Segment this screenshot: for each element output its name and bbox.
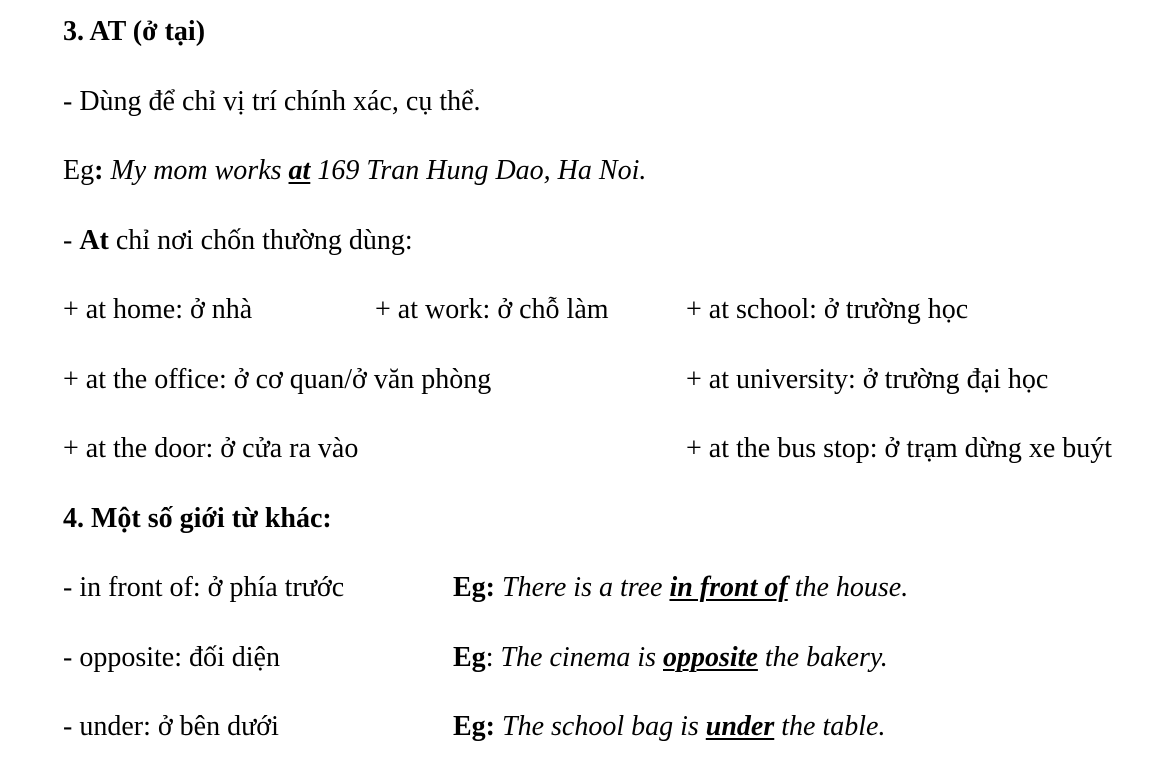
section-4-heading: 4. Một số giới từ khác: [63, 503, 332, 534]
example-label: Eg [453, 642, 486, 673]
section-3-description: - Dùng để chỉ vị trí chính xác, cụ thể. [63, 86, 481, 117]
example-text-after: the house. [794, 572, 909, 603]
example-text-after: the table. [781, 711, 886, 742]
example-keyword: opposite [663, 642, 758, 673]
places-intro-dash: - [63, 225, 73, 256]
place-item: + at school: ở trường học [686, 294, 969, 325]
places-intro-keyword: At [79, 225, 109, 256]
section-3-example [63, 154, 646, 188]
place-item: + at the office: ở cơ quan/ở văn phòng [63, 364, 492, 395]
example-colon: : [94, 155, 104, 186]
example-text-after: the bakery. [764, 642, 888, 673]
preposition-term: - under: ở bên dưới [63, 711, 279, 742]
preposition-row [63, 641, 1163, 675]
example-label: Eg: [453, 572, 495, 603]
places-row [63, 432, 1163, 466]
preposition-term: - opposite: đối diện [63, 642, 280, 673]
preposition-example [453, 571, 908, 605]
preposition-example [453, 710, 885, 744]
example-text-before: My mom works [110, 155, 282, 186]
example-label: Eg [63, 155, 95, 186]
places-intro [63, 224, 413, 258]
place-item: + at home: ở nhà [63, 294, 253, 325]
example-label: Eg: [453, 711, 495, 742]
place-item: + at work: ở chỗ làm [375, 294, 609, 325]
place-item: + at university: ở trường đại học [686, 364, 1049, 395]
preposition-row [63, 710, 1163, 744]
places-row [63, 293, 1163, 327]
places-intro-text: chỉ nơi chốn thường dùng: [115, 225, 413, 256]
example-text-before: The cinema is [500, 642, 656, 673]
place-item: + at the door: ở cửa ra vào [63, 433, 359, 464]
example-text-before: The school bag is [502, 711, 699, 742]
example-colon: : [485, 642, 494, 673]
example-keyword: under [705, 711, 775, 742]
preposition-row [63, 571, 1163, 605]
section-3-heading: 3. AT (ở tại) [63, 16, 206, 47]
example-text-before: There is a tree [502, 572, 663, 603]
preposition-example [453, 641, 888, 675]
example-text-after: 169 Tran Hung Dao, Ha Noi. [317, 155, 647, 186]
preposition-term: - in front of: ở phía trước [63, 572, 345, 603]
example-keyword: at [288, 155, 311, 186]
places-row [63, 363, 1163, 397]
place-item: + at the bus stop: ở trạm dừng xe buýt [686, 433, 1113, 464]
example-keyword: in front of [669, 572, 788, 603]
